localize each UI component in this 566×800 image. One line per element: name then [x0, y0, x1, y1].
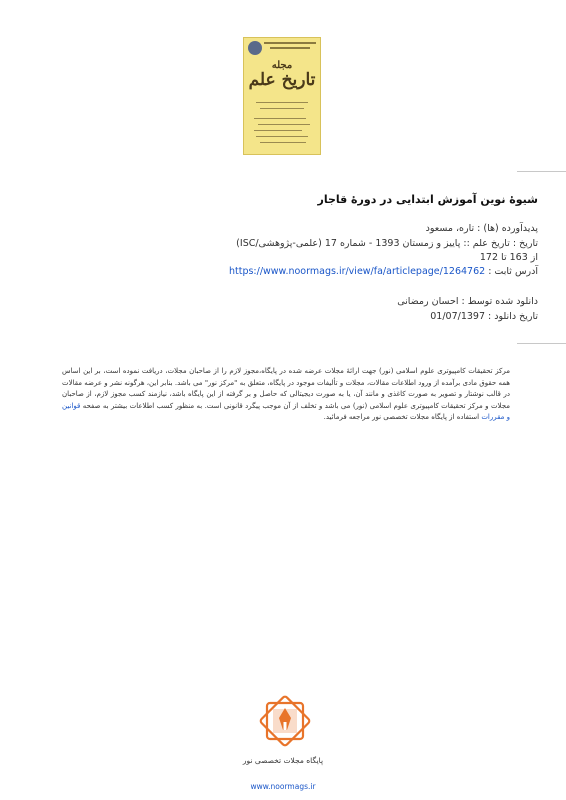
article-pages: از 163 تا 172 [479, 252, 538, 263]
article-permalink: آدرس ثابت : https://www.noormags.ir/view/fa/articlepage/1264762 [228, 266, 538, 277]
journal-cover-image [243, 37, 321, 155]
divider [517, 171, 566, 172]
logo-caption: پایگاه مجلات تخصصی نور [242, 756, 324, 765]
university-emblem-icon [248, 41, 262, 55]
terms-link[interactable]: قوانین و مقررات [62, 401, 510, 421]
article-history: تاریخ : تاریخ علم :: پاییز و زمستان 1393 - شماره 17 (علمی-پژوهشی/ISC) [236, 238, 538, 249]
copyright-notice: مرکز تحقیقات کامپیوتری علوم اسلامی (نور) جهت ارائهٔ مجلات عرضه شده در پایگاه،مجوز لازم را از صاحبان مجلات، دریافت نموده است، بر این اساس همه حقوق مادی برآمده از ورود اطلاعات مقالات، مجلات و تألیفات موجود در پایگاه، متعلق به "مرکز نور" می باشد. بنابر این، هرگونه نشر و عرضه مقالات در قالب نوشتار و تصویر به صورت کاغذی و مانند آن، یا به صورت دیجیتالی که حاصل و بر گرفته از این پایگاه باشد، نیازمند کسب مجوز لازم، از صاحبان مجلات و مرکز تحقیقات کامپیوتری علوم اسلامی (نور) می باشد و تخلف از آن موجب پیگرد قانونی است. به منظور کسب اطلاعات بیشتر به صفحه قوانین و مقررات استفاده از پایگاه مجلات تخصصی نور مراجعه فرمائید. [62, 367, 510, 421]
divider [517, 343, 566, 344]
permalink-link[interactable]: https://www.noormags.ir/view/fa/articlepage/1264762 [228, 266, 486, 277]
article-title: شیوهٔ نوین آموزش ابتدایی در دورهٔ قاجار [317, 193, 538, 206]
article-authors: پدیدآورده (ها) : تاره، مسعود [425, 223, 538, 234]
site-url-link[interactable]: www.noormags.ir [250, 782, 316, 791]
cover-journal-title: مجله تاریخ علم [248, 60, 316, 90]
noormags-logo-icon [254, 690, 316, 752]
downloaded-by: دانلود شده توسط : احسان رمضانی [397, 296, 538, 307]
download-date: تاریخ دانلود : 01/07/1397 [430, 311, 538, 322]
